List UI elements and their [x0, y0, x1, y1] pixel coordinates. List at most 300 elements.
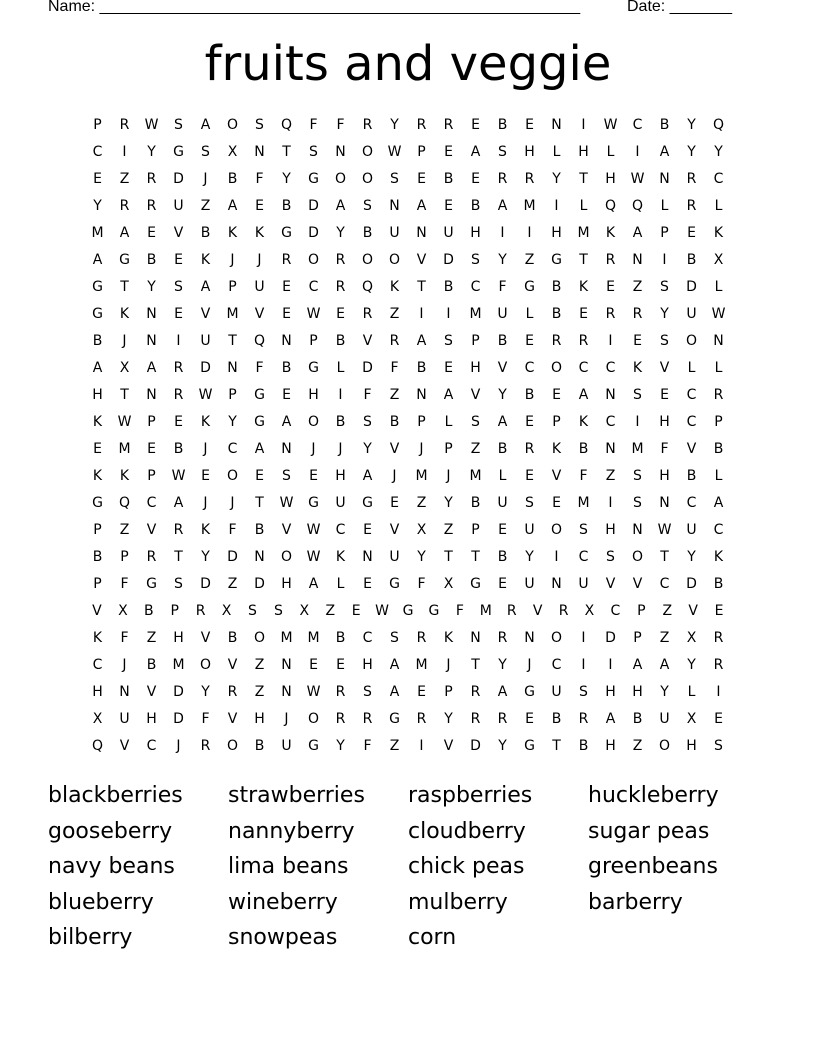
grid-letter: G [281, 224, 292, 241]
grid-letter: I [446, 305, 451, 322]
grid-letter: X [686, 629, 697, 646]
grid-letter: R [416, 710, 427, 727]
grid-letter: G [470, 575, 481, 592]
grid-letter: N [713, 332, 724, 349]
grid-letter: N [659, 170, 670, 187]
grid-letter: Z [146, 629, 157, 646]
grid-letter: R [146, 170, 157, 187]
grid-letter: I [338, 386, 343, 403]
grid-letter: B [362, 224, 373, 241]
grid-letter: R [686, 170, 697, 187]
grid-letter: H [659, 467, 670, 484]
grid-letter: A [659, 656, 670, 673]
grid-letter: V [659, 359, 670, 376]
grid-letter: E [363, 521, 372, 538]
grid-letter: S [525, 494, 534, 511]
grid-letter: R [227, 683, 238, 700]
grid-letter: D [686, 278, 697, 295]
grid-letter: S [633, 467, 642, 484]
grid-letter: I [608, 332, 613, 349]
grid-letter: D [308, 197, 319, 214]
grid-letter: U [659, 710, 670, 727]
grid-letter: O [280, 548, 293, 565]
grid-letter: C [308, 278, 319, 295]
grid-letter: E [552, 494, 561, 511]
grid-letter: K [200, 251, 211, 268]
grid-letter: C [578, 548, 589, 565]
grid-letter: U [497, 494, 508, 511]
grid-letter: O [361, 143, 374, 160]
grid-letter: Z [443, 521, 454, 538]
grid-letter: B [227, 170, 238, 187]
grid-letter: J [527, 656, 532, 673]
grid-letter: J [392, 467, 397, 484]
grid-letter: D [173, 683, 184, 700]
grid-letter: G [173, 143, 184, 160]
grid-letter: J [176, 737, 181, 754]
grid-letter: R [497, 629, 508, 646]
grid-letter: Z [416, 494, 427, 511]
grid-letter: A [713, 494, 724, 511]
grid-letter: U [686, 305, 697, 322]
grid-letter: B [254, 521, 265, 538]
grid-letter: E [552, 386, 561, 403]
grid-letter: M [118, 440, 131, 457]
grid-letter: O [361, 170, 374, 187]
grid-letter: V [443, 737, 454, 754]
grid-letter: O [307, 710, 320, 727]
grid-letter: E [282, 278, 291, 295]
grid-letter: X [118, 602, 128, 619]
grid-letter: A [281, 413, 292, 430]
grid-letter: F [336, 116, 345, 133]
grid-letter: R [119, 197, 130, 214]
grid-letter: K [578, 278, 589, 295]
word-list-item: blackberries [48, 783, 183, 808]
grid-letter: E [498, 521, 507, 538]
grid-letter: O [685, 332, 698, 349]
grid-letter: F [228, 521, 237, 538]
grid-letter: E [444, 143, 453, 160]
grid-letter: A [92, 359, 103, 376]
grid-letter: E [525, 116, 534, 133]
grid-letter: E [660, 386, 669, 403]
grid-letter: S [363, 683, 372, 700]
grid-letter: W [387, 143, 402, 160]
grid-letter: V [146, 683, 157, 700]
grid-letter: K [389, 278, 400, 295]
grid-letter: Y [687, 548, 696, 565]
grid-letter: Y [687, 656, 696, 673]
grid-letter: I [176, 332, 181, 349]
grid-letter: B [497, 440, 508, 457]
grid-letter: Y [660, 683, 669, 700]
grid-letter: M [469, 305, 482, 322]
grid-letter: C [470, 278, 481, 295]
grid-letter: I [608, 656, 613, 673]
grid-letter: M [479, 602, 492, 619]
grid-letter: Y [390, 116, 399, 133]
grid-letter: J [311, 440, 316, 457]
grid-row [84, 732, 732, 759]
grid-letter: S [606, 548, 615, 565]
grid-letter: P [120, 548, 129, 565]
grid-letter: B [335, 332, 346, 349]
grid-letter: B [92, 332, 103, 349]
grid-letter: R [173, 359, 184, 376]
grid-letter: O [226, 737, 239, 754]
grid-letter: R [605, 305, 616, 322]
grid-letter: L [660, 197, 669, 214]
grid-letter: Z [389, 305, 400, 322]
word-list-item: mulberry [408, 889, 508, 915]
grid-row [84, 651, 732, 678]
grid-letter: K [713, 548, 724, 565]
grid-letter: A [119, 224, 130, 241]
grid-letter: N [335, 143, 346, 160]
grid-letter: G [389, 710, 400, 727]
grid-letter: H [659, 413, 670, 430]
grid-row [84, 489, 732, 516]
grid-letter: M [280, 629, 293, 646]
grid-letter: J [230, 494, 235, 511]
grid-letter: S [255, 116, 264, 133]
grid-letter: N [605, 386, 616, 403]
grid-letter: V [416, 251, 427, 268]
grid-letter: Y [498, 656, 507, 673]
grid-letter: E [417, 170, 426, 187]
grid-letter: L [606, 143, 615, 160]
grid-letter: N [281, 656, 292, 673]
grid-letter: P [714, 413, 723, 430]
grid-letter: F [498, 278, 507, 295]
grid-letter: P [417, 143, 426, 160]
grid-letter: C [335, 521, 346, 538]
grid-letter: Z [389, 737, 400, 754]
grid-row [84, 624, 732, 651]
grid-row [84, 192, 732, 219]
grid-letter: Y [714, 143, 723, 160]
grid-letter: K [200, 413, 211, 430]
grid-letter: Y [282, 170, 291, 187]
grid-letter: Y [444, 710, 453, 727]
grid-letter: B [551, 278, 562, 295]
grid-letter: Z [119, 521, 130, 538]
grid-letter: J [446, 656, 451, 673]
grid-letter: Z [254, 683, 265, 700]
grid-letter: W [711, 305, 726, 322]
grid-letter: F [120, 575, 129, 592]
grid-letter: D [254, 575, 265, 592]
grid-letter: T [471, 548, 480, 565]
grid-row [84, 165, 732, 192]
grid-letter: C [227, 440, 238, 457]
grid-letter: A [470, 143, 481, 160]
grid-row [84, 381, 732, 408]
grid-letter: E [444, 197, 453, 214]
grid-letter: I [581, 656, 586, 673]
grid-letter: H [470, 224, 481, 241]
grid-letter: G [308, 494, 319, 511]
grid-letter: V [281, 521, 292, 538]
grid-letter: U [254, 278, 265, 295]
grid-letter: G [308, 737, 319, 754]
grid-letter: O [388, 251, 401, 268]
grid-letter: V [551, 467, 562, 484]
grid-letter: Y [363, 440, 372, 457]
grid-letter: I [635, 143, 640, 160]
grid-letter: B [713, 440, 724, 457]
word-list-item: snowpeas [228, 925, 338, 951]
grid-letter: L [552, 143, 561, 160]
grid-letter: Y [201, 683, 210, 700]
grid-letter: U [524, 521, 535, 538]
grid-letter: Y [660, 305, 669, 322]
word-list-item: wineberry [228, 889, 338, 915]
grid-letter: R [335, 683, 346, 700]
grid-letter: M [415, 656, 428, 673]
grid-letter: S [579, 683, 588, 700]
grid-letter: Z [389, 386, 400, 403]
grid-letter: R [470, 683, 481, 700]
grid-letter: S [363, 197, 372, 214]
grid-letter: R [506, 602, 517, 619]
grid-letter: I [581, 629, 586, 646]
grid-letter: X [443, 575, 454, 592]
grid-letter: X [92, 710, 103, 727]
grid-letter: U [551, 683, 562, 700]
grid-letter: E [525, 413, 534, 430]
grid-row [84, 246, 732, 273]
grid-letter: Q [280, 116, 293, 133]
grid-letter: M [307, 629, 320, 646]
grid-letter: V [605, 575, 616, 592]
grid-letter: G [92, 278, 103, 295]
grid-letter: W [306, 305, 321, 322]
grid-letter: E [309, 656, 318, 673]
grid-letter: Z [632, 278, 643, 295]
grid-letter: B [578, 737, 589, 754]
grid-letter: R [497, 710, 508, 727]
grid-letter: A [389, 656, 400, 673]
grid-letter: U [497, 305, 508, 322]
grid-letter: E [174, 251, 183, 268]
grid-letter: V [200, 305, 211, 322]
grid-letter: T [120, 386, 129, 403]
grid-letter: X [227, 143, 238, 160]
grid-letter: P [309, 332, 318, 349]
grid-letter: Q [361, 278, 374, 295]
grid-letter: B [686, 467, 697, 484]
grid-letter: P [147, 467, 156, 484]
grid-letter: U [335, 494, 346, 511]
grid-letter: E [714, 710, 723, 727]
grid-letter: V [686, 440, 697, 457]
grid-letter: U [524, 575, 535, 592]
grid-letter: E [336, 305, 345, 322]
grid-letter: R [524, 170, 535, 187]
grid-letter: K [443, 629, 454, 646]
grid-letter: M [631, 440, 644, 457]
grid-letter: C [146, 737, 157, 754]
word-list-item: cloudberry [408, 818, 526, 844]
word-list-item: greenbeans [588, 854, 718, 880]
word-list-item: raspberries [408, 783, 533, 808]
grid-letter: N [254, 143, 265, 160]
grid-letter: A [335, 197, 346, 214]
grid-row [84, 219, 732, 246]
grid-letter: V [92, 602, 102, 619]
grid-letter: F [255, 170, 264, 187]
grid-row [84, 705, 732, 732]
word-list-item: lima beans [228, 854, 349, 880]
grid-letter: B [659, 116, 670, 133]
grid-row [84, 570, 732, 597]
grid-letter: J [203, 494, 208, 511]
grid-letter: X [686, 710, 697, 727]
grid-letter: N [416, 224, 427, 241]
grid-letter: C [713, 170, 724, 187]
grid-letter: T [579, 170, 588, 187]
grid-letter: J [446, 467, 451, 484]
grid-letter: O [226, 116, 239, 133]
grid-letter: C [686, 494, 697, 511]
grid-letter: D [200, 575, 211, 592]
grid-letter: Y [525, 548, 534, 565]
grid-letter: D [443, 251, 454, 268]
grid-letter: H [254, 710, 265, 727]
grid-letter: G [119, 251, 130, 268]
grid-letter: N [605, 440, 616, 457]
grid-letter: E [351, 602, 361, 619]
grid-letter: W [279, 494, 294, 511]
grid-letter: G [146, 575, 157, 592]
grid-letter: E [255, 467, 264, 484]
grid-letter: R [389, 332, 400, 349]
grid-letter: P [170, 602, 179, 619]
grid-letter: H [605, 170, 616, 187]
grid-letter: L [687, 359, 696, 376]
grid-letter: E [525, 467, 534, 484]
grid-letter: T [174, 548, 183, 565]
grid-letter: B [200, 224, 211, 241]
grid-letter: Z [200, 197, 211, 214]
grid-letter: J [122, 332, 127, 349]
grid-letter: Y [147, 278, 156, 295]
grid-letter: O [550, 521, 563, 538]
grid-letter: C [146, 494, 157, 511]
grid-letter: P [471, 521, 480, 538]
grid-letter: E [309, 467, 318, 484]
grid-letter: R [335, 251, 346, 268]
grid-letter: V [227, 710, 238, 727]
grid-letter: N [281, 332, 292, 349]
grid-letter: B [470, 494, 481, 511]
grid-letter: Y [498, 386, 507, 403]
grid-letter: A [497, 413, 508, 430]
grid-letter: P [228, 278, 237, 295]
grid-letter: E [390, 494, 399, 511]
grid-letter: H [605, 737, 616, 754]
grid-letter: R [551, 332, 562, 349]
grid-letter: A [254, 440, 265, 457]
grid-letter: N [659, 494, 670, 511]
grid-letter: Q [604, 197, 617, 214]
grid-letter: E [498, 575, 507, 592]
grid-letter: Y [93, 197, 102, 214]
grid-letter: E [579, 305, 588, 322]
grid-letter: Y [687, 116, 696, 133]
grid-letter: Q [118, 494, 131, 511]
word-list-item: huckleberry [588, 783, 719, 808]
grid-letter: A [632, 224, 643, 241]
grid-letter: V [389, 440, 400, 457]
grid-letter: B [497, 332, 508, 349]
grid-letter: U [443, 224, 454, 241]
grid-letter: N [146, 305, 157, 322]
grid-letter: K [632, 359, 643, 376]
grid-letter: B [632, 710, 643, 727]
word-list-item: corn [408, 925, 457, 951]
grid-letter: E [147, 440, 156, 457]
grid-letter: A [200, 278, 211, 295]
grid-letter: J [257, 251, 262, 268]
grid-letter: Y [336, 737, 345, 754]
grid-letter: E [606, 278, 615, 295]
grid-letter: T [552, 737, 561, 754]
word-list-item: gooseberry [48, 818, 173, 844]
grid-letter: M [172, 656, 185, 673]
grid-letter: G [254, 413, 265, 430]
grid-letter: K [578, 413, 589, 430]
grid-letter: E [444, 359, 453, 376]
grid-letter: M [577, 494, 590, 511]
grid-letter: I [554, 197, 559, 214]
grid-letter: G [524, 737, 535, 754]
grid-letter: O [361, 251, 374, 268]
grid-letter: I [635, 413, 640, 430]
grid-letter: J [230, 251, 235, 268]
grid-letter: D [362, 359, 373, 376]
grid-letter: O [658, 737, 671, 754]
grid-letter: I [500, 224, 505, 241]
word-list-item: strawberries [228, 783, 365, 808]
grid-letter: A [416, 332, 427, 349]
grid-letter: C [92, 143, 103, 160]
grid-letter: G [389, 575, 400, 592]
grid-letter: N [254, 548, 265, 565]
grid-letter: B [497, 548, 508, 565]
grid-letter: S [471, 251, 480, 268]
grid-letter: W [306, 683, 321, 700]
grid-letter: O [631, 548, 644, 565]
grid-letter: V [119, 737, 130, 754]
word-list-item: navy beans [48, 854, 175, 880]
grid-letter: S [633, 386, 642, 403]
grid-letter: C [551, 656, 562, 673]
grid-letter: E [714, 602, 724, 619]
grid-letter: B [686, 251, 697, 268]
grid-letter: S [660, 332, 669, 349]
grid-row [84, 678, 732, 705]
grid-letter: H [146, 710, 157, 727]
word-list-item: chick peas [408, 854, 525, 880]
grid-letter: P [637, 602, 646, 619]
grid-letter: K [200, 521, 211, 538]
grid-letter: A [227, 197, 238, 214]
grid-letter: A [389, 683, 400, 700]
grid-letter: B [443, 170, 454, 187]
